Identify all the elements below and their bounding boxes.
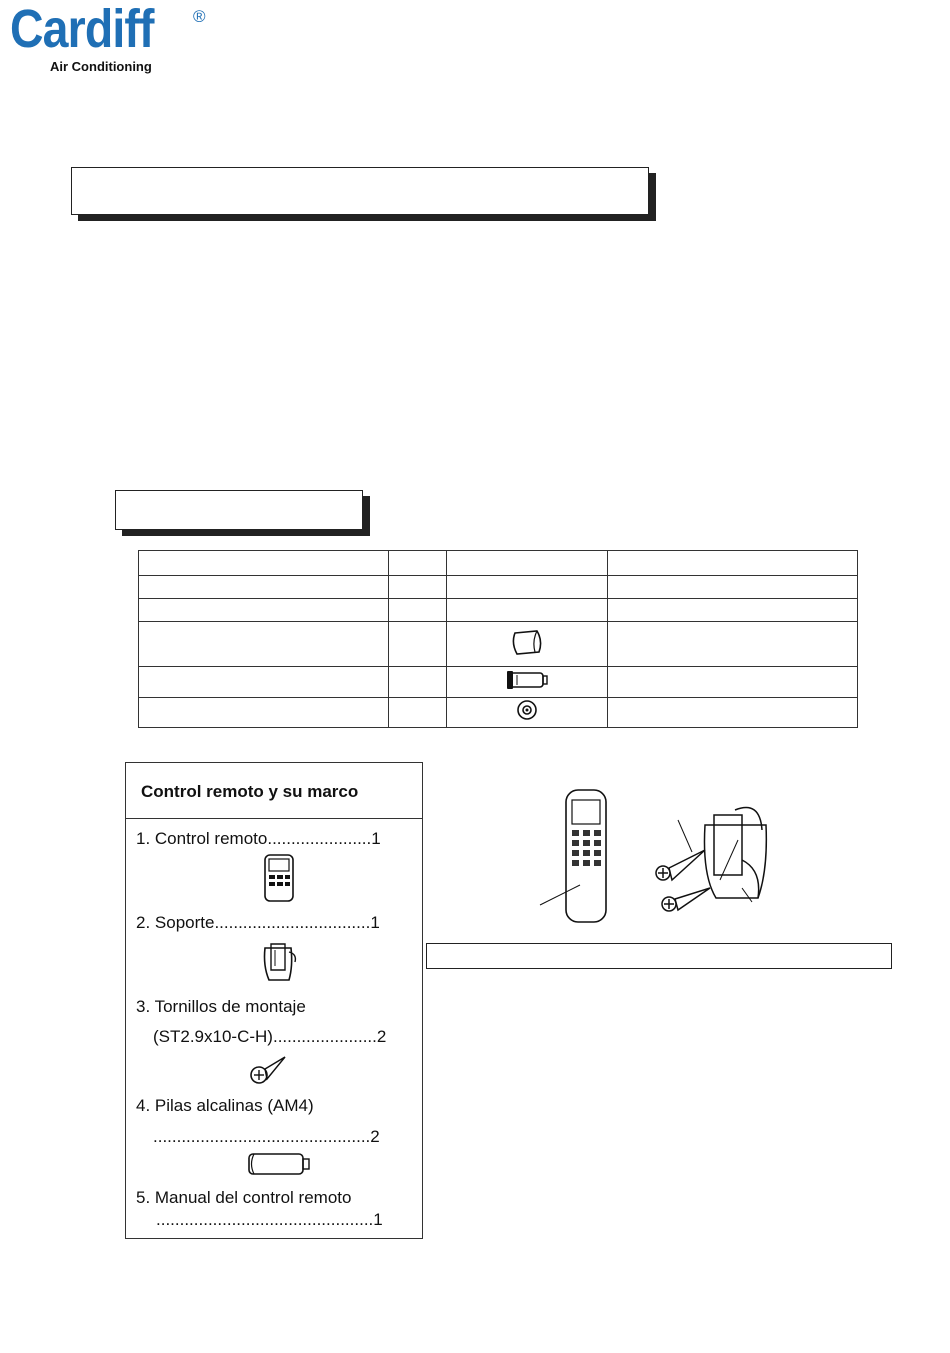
logo-subtitle: Air Conditioning bbox=[50, 59, 152, 74]
remote-holder-illustration bbox=[480, 770, 880, 938]
list-item: 5. Manual del control remoto bbox=[136, 1188, 352, 1207]
table-row bbox=[139, 622, 858, 667]
holder-icon bbox=[259, 940, 299, 984]
logo-wordmark: Cardiff bbox=[10, 0, 154, 59]
table-row bbox=[139, 667, 858, 698]
table-row bbox=[139, 599, 858, 622]
table-row bbox=[139, 551, 858, 576]
list-item-subline: (ST2.9x10-C-H)......................2 bbox=[153, 1027, 387, 1046]
battery-icon bbox=[246, 1151, 312, 1177]
list-item: 2. Soporte.................................1 bbox=[136, 913, 380, 932]
remote-contents-box bbox=[125, 762, 423, 1239]
list-item-subline: ..............................................2 bbox=[153, 1127, 380, 1146]
list-item-subline: ..............................................1 bbox=[156, 1210, 383, 1229]
list-item: 4. Pilas alcalinas (AM4) bbox=[136, 1096, 314, 1115]
list-item: 1. Control remoto......................1 bbox=[136, 829, 381, 848]
screw-icon bbox=[249, 1053, 289, 1087]
holder-drawing bbox=[656, 808, 766, 912]
subsection-header-box bbox=[115, 490, 363, 530]
ring-icon bbox=[514, 698, 540, 722]
pipe-sleeve-icon bbox=[507, 627, 547, 657]
remote-drawing bbox=[540, 790, 606, 922]
accessories-table bbox=[138, 550, 858, 728]
registered-mark: ® bbox=[193, 7, 206, 26]
plug-icon bbox=[505, 668, 549, 692]
remote-control-icon bbox=[263, 853, 295, 903]
list-item: 3. Tornillos de montaje bbox=[136, 997, 306, 1016]
table-row bbox=[139, 576, 858, 599]
illustration-caption-box bbox=[426, 943, 892, 969]
remote-title: Control remoto y su marco bbox=[141, 782, 359, 801]
section-header-box bbox=[71, 167, 649, 215]
table-row bbox=[139, 698, 858, 728]
remote-title-row bbox=[126, 763, 422, 819]
